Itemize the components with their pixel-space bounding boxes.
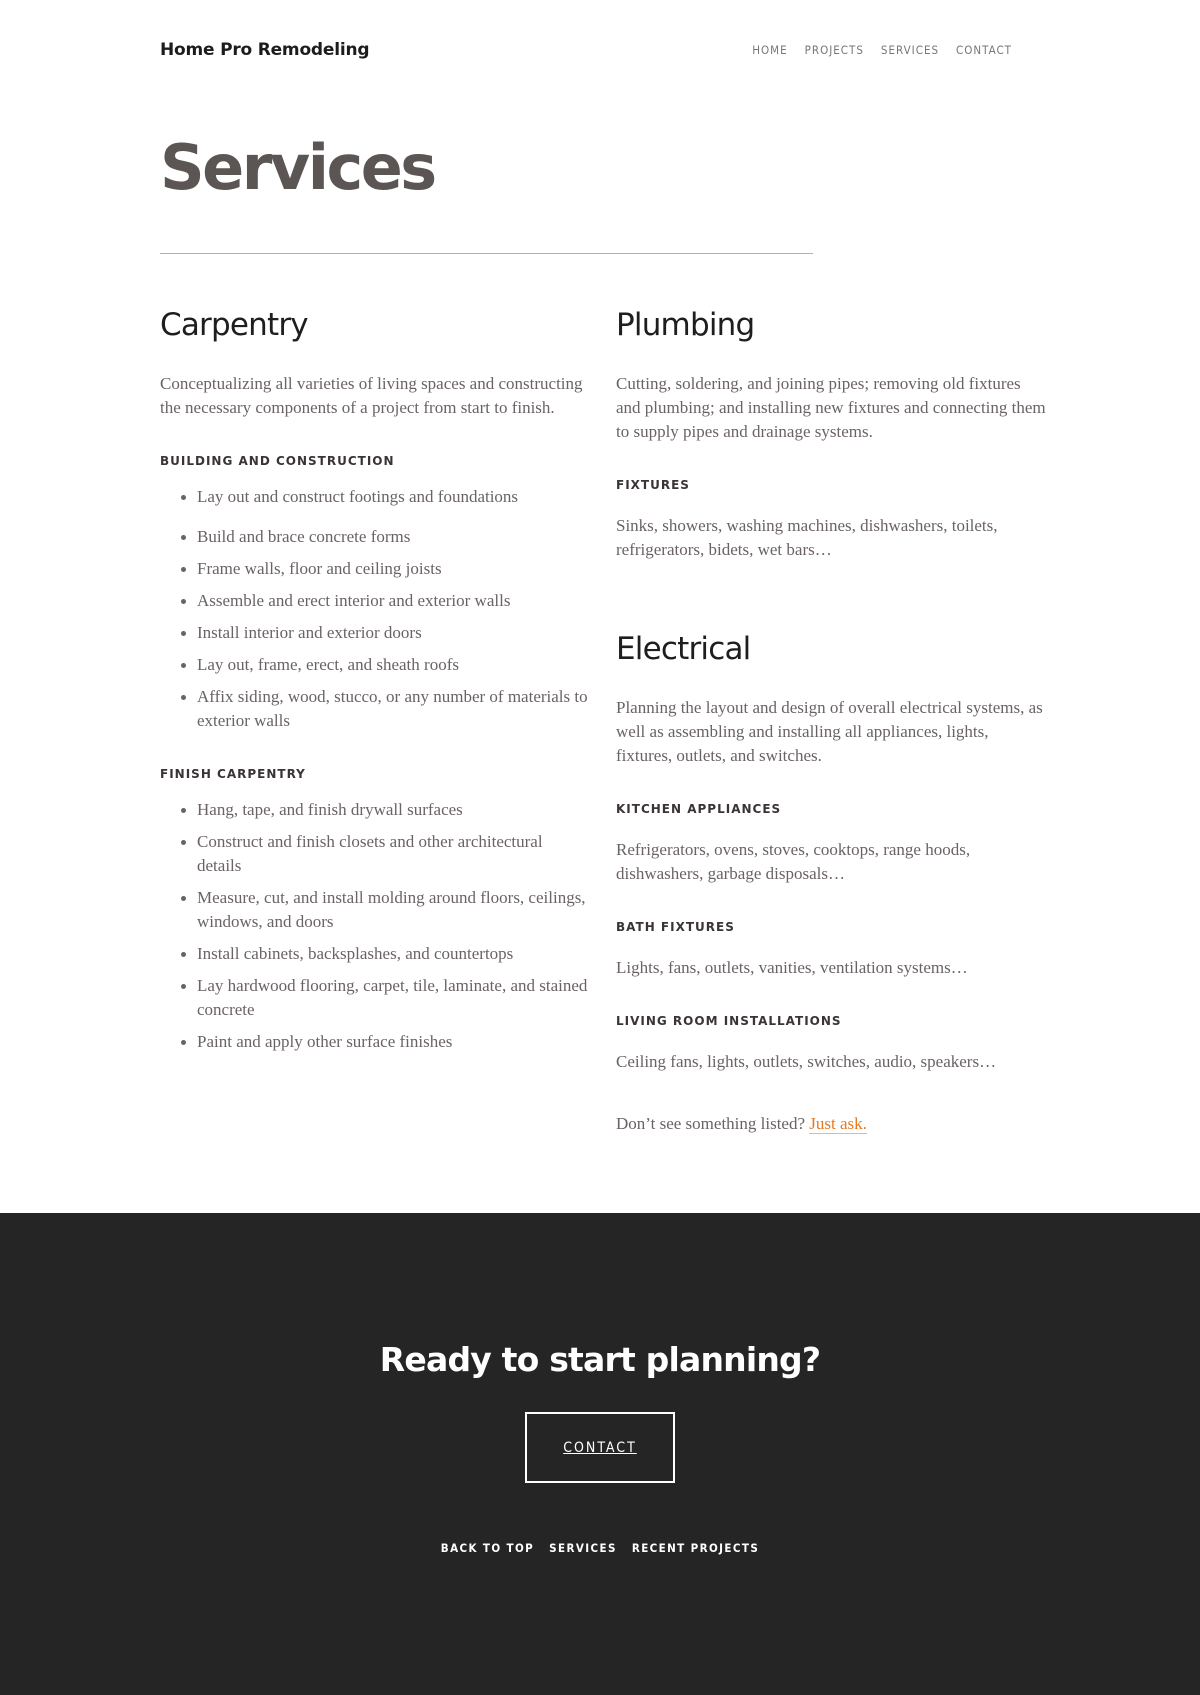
bath-text: Lights, fans, outlets, vanities, ventilation systems… [616, 958, 968, 977]
contact-button[interactable]: CONTACT [525, 1412, 675, 1483]
footer-nav [0, 1540, 1200, 1556]
carpentry-title: Carpentry [160, 307, 308, 343]
list-item: Assemble and erect interior and exterior walls [160, 589, 590, 613]
main-nav [752, 42, 1012, 58]
footer-recent-projects-link[interactable]: RECENT PROJECTS [631, 1541, 760, 1555]
nav-services[interactable]: SERVICES [880, 43, 940, 57]
list-item: Build and brace concrete forms [160, 525, 590, 549]
site-header [160, 38, 1014, 68]
living-text: Ceiling fans, lights, outlets, switches, audio, speakers… [616, 1052, 997, 1071]
list-item: Lay out, frame, erect, and sheath roofs [160, 653, 590, 677]
plumbing-section [616, 300, 1046, 562]
footer-services-link[interactable]: SERVICES [549, 1541, 617, 1555]
list-item: Lay hardwood flooring, carpet, tile, laminate, and stained concrete [160, 974, 590, 1022]
bath-heading: BATH FIXTURES [616, 920, 735, 934]
list-item: Frame walls, floor and ceiling joists [160, 557, 590, 581]
fixtures-text: Sinks, showers, washing machines, dishwashers, toilets, refrigerators, bidets, wet bars… [616, 516, 998, 559]
list-item: Install cabinets, backsplashes, and countertops [160, 942, 590, 966]
title-divider [160, 253, 813, 254]
electrical-description: Planning the layout and design of overall electrical systems, as well as assembling and installing all appliances, lights, fixtures, outlets, and switches. [616, 698, 1043, 765]
list-item: Paint and apply other surface finishes [160, 1030, 590, 1054]
nav-contact[interactable]: CONTACT [956, 43, 1012, 57]
carpentry-section [160, 300, 590, 1054]
right-column [616, 300, 1046, 1074]
ask-text: Don’t see something listed? [616, 1114, 806, 1133]
list-item: Affix siding, wood, stucco, or any number of materials to exterior walls [160, 685, 590, 733]
page-title: Services [160, 131, 435, 204]
site-brand[interactable]: Home Pro Remodeling [160, 40, 370, 60]
site-footer [0, 1213, 1200, 1695]
carpentry-description: Conceptualizing all varieties of living spaces and constructing the necessary components of a project from start to finish. [160, 374, 583, 417]
fixtures-heading: FIXTURES [616, 478, 690, 492]
just-ask-link[interactable]: Just ask. [809, 1114, 867, 1133]
list-item: Lay out and construct footings and foundations [160, 485, 590, 509]
nav-projects[interactable]: PROJECTS [804, 43, 864, 57]
finish-heading: FINISH CARPENTRY [160, 767, 306, 781]
list-item: Construct and finish closets and other architectural details [160, 830, 590, 878]
building-heading: BUILDING AND CONSTRUCTION [160, 454, 395, 468]
plumbing-title: Plumbing [616, 307, 755, 343]
nav-home[interactable]: HOME [752, 43, 788, 57]
ask-line [616, 1112, 867, 1136]
living-heading: LIVING ROOM INSTALLATIONS [616, 1014, 842, 1028]
electrical-title: Electrical [616, 631, 751, 667]
kitchen-heading: KITCHEN APPLIANCES [616, 802, 782, 816]
electrical-section [616, 624, 1046, 1074]
finish-list [160, 798, 590, 1054]
plumbing-description: Cutting, soldering, and joining pipes; removing old fixtures and plumbing; and installing new fixtures and connecting them to supply pipes and drainage systems. [616, 374, 1046, 441]
list-item: Hang, tape, and finish drywall surfaces [160, 798, 590, 822]
list-item: Measure, cut, and install molding around floors, ceilings, windows, and doors [160, 886, 590, 934]
cta-title: Ready to start planning? [379, 1340, 821, 1379]
kitchen-text: Refrigerators, ovens, stoves, cooktops, range hoods, dishwashers, garbage disposals… [616, 840, 971, 883]
building-list [160, 485, 590, 733]
list-item: Install interior and exterior doors [160, 621, 590, 645]
back-to-top-link[interactable]: BACK TO TOP [440, 1541, 535, 1555]
